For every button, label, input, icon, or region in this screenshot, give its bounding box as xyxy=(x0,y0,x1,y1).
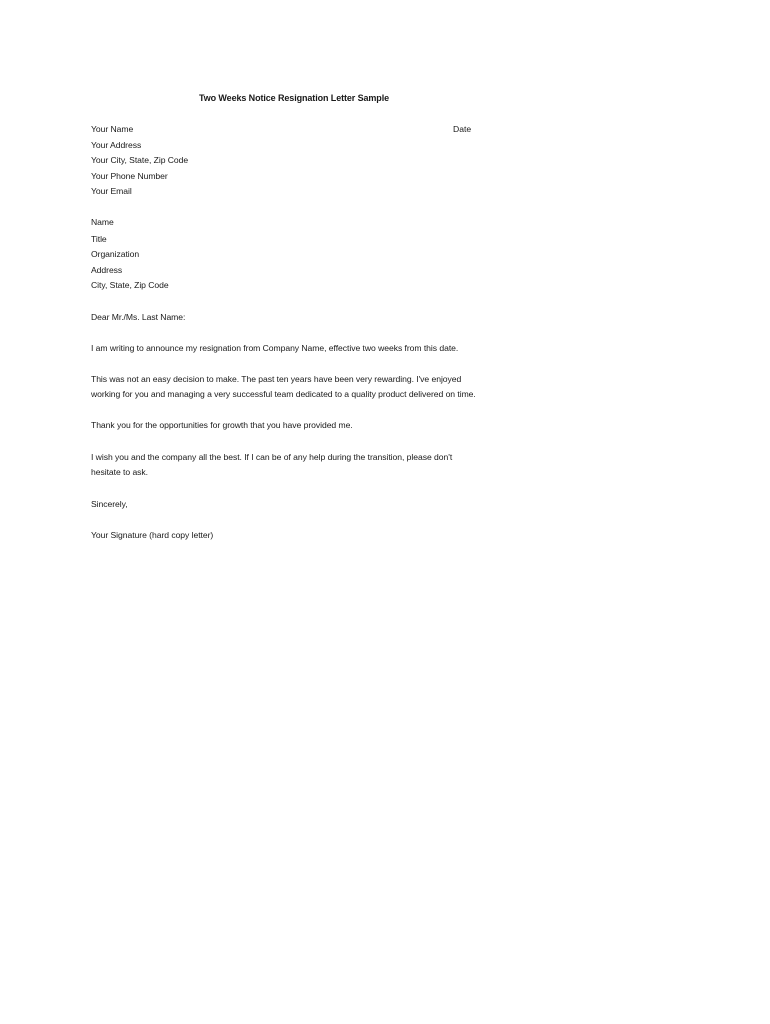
sender-address: Your Address xyxy=(91,139,142,150)
recipient-city-state-zip: City, State, Zip Code xyxy=(91,280,169,290)
body-paragraph-1: I am writing to announce my resignation from Company Name, effective two weeks from this date. xyxy=(91,342,459,353)
body-paragraph-2-line-2: working for you and managing a very successful team dedicated to a quality product delivered on time. xyxy=(91,389,476,399)
sender-phone: Your Phone Number xyxy=(91,170,168,181)
recipient-name: Name xyxy=(91,217,114,227)
date-label: Date xyxy=(453,124,472,134)
recipient-organization: Organization xyxy=(91,249,140,259)
sender-name: Your Name xyxy=(91,124,134,134)
closing: Sincerely, xyxy=(91,498,128,509)
sender-email: Your Email xyxy=(91,186,132,196)
sender-city-state-zip: Your City, State, Zip Code xyxy=(91,155,189,165)
body-paragraph-3: Thank you for the opportunities for growth that you have provided me. xyxy=(91,420,353,430)
salutation: Dear Mr./Ms. Last Name: xyxy=(91,311,186,322)
recipient-address: Address xyxy=(91,264,123,275)
body-paragraph-4-line-2: hesitate to ask. xyxy=(91,467,149,477)
document-title: Two Weeks Notice Resignation Letter Sample xyxy=(199,93,390,103)
recipient-title: Title xyxy=(91,233,107,244)
signature-line: Your Signature (hard copy letter) xyxy=(91,529,214,540)
body-paragraph-2-line-1: This was not an easy decision to make. The past ten years have been very rewarding. I've enjoyed xyxy=(91,373,462,384)
body-paragraph-4-line-1: I wish you and the company all the best. If I can be of any help during the transition, please don't xyxy=(91,451,453,462)
